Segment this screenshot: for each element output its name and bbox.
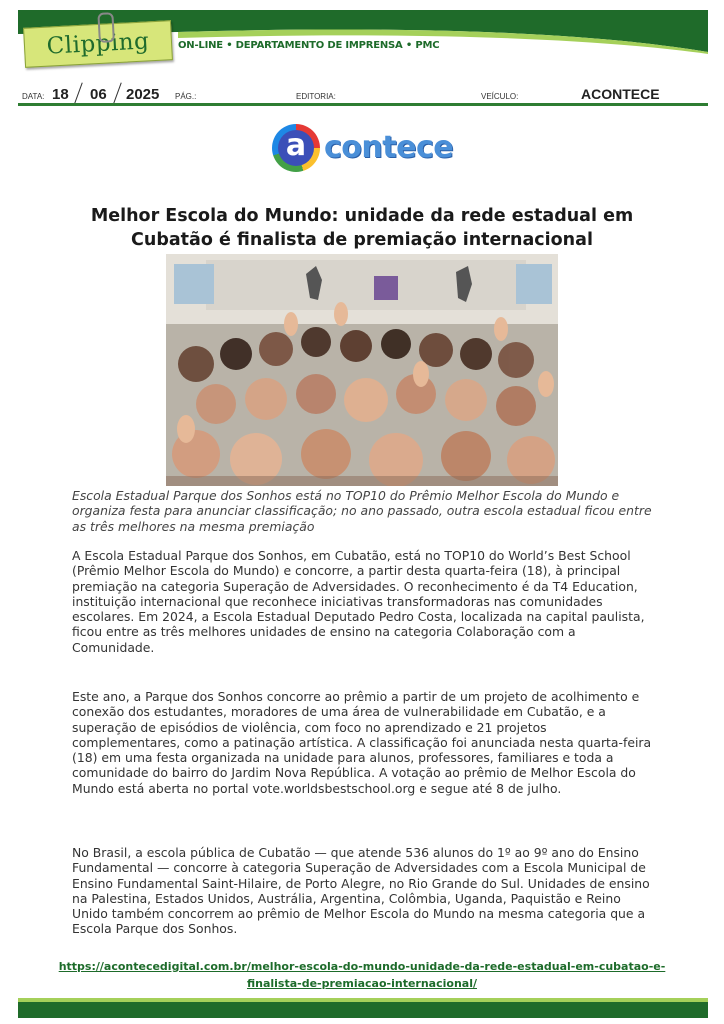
source-link-line-2[interactable]: finalista-de-premiacao-internacional/ (246, 977, 477, 990)
clipping-tag (23, 20, 173, 68)
article-paragraph-3: No Brasil, a escola pública de Cubatão — que atende 536 alunos do 1º ao 9º ano do Ensino Fundamental — concorre à categoria Superação de Adversidades com a Escola Municipal de Ensino Fundamental Saint-Hilaire, de Porto Alegre, no Rio Grande do Sul. Unidades de ensino na Palestina, Estados Unidos, Austrália, Argentina, Colômbia, Uganda, Paquistão e Reino Unido também concorrem ao prêmio de Melhor Escola do Mundo na mesma categoria que a Escola Parque dos Sonhos. (72, 845, 650, 937)
source-link-line-1[interactable]: https://acontecedigital.com.br/melhor-escola-do-mundo-unidade-da-rede-estadual-em-cubatao-e- (58, 960, 666, 973)
meta-divider (18, 103, 708, 106)
footer-band (18, 998, 708, 1018)
header-subtitle: ON-LINE • DEPARTAMENTO DE IMPRENSA • PMC (178, 40, 440, 51)
date-year: 2025 (126, 86, 160, 103)
article-photo (166, 254, 558, 486)
article-paragraph-2: Este ano, a Parque dos Sonhos concorre ao prêmio a partir de um projeto de acolhimento e conexão dos estudantes, moradores de uma área de vulnerabilidade em Cubatão, e a superação de episódios de violência, com foco no aprendizado e 21 projetos complementares, como a patinação artística. A classificação foi anunciada nesta quarta-feira (18) em uma festa organizada na unidade para alunos, professores, familiares e toda a comunidade do bairro do Jardim Nova República. A votação ao prêmio de Melhor Escola do Mundo está aberta no portal vote.worldsbestschool.org e segue até 8 de julho. (72, 689, 652, 796)
clipping-label: Clipping (46, 28, 150, 60)
page-label: PÁG.: (175, 92, 197, 101)
acontece-logo (272, 124, 456, 174)
logo-word: contece (324, 130, 454, 165)
date-day: 18 (52, 86, 69, 103)
footer-stripe (18, 998, 708, 1018)
headline-line-1: Melhor Escola do Mundo: unidade da rede estadual em (90, 206, 634, 226)
veiculo-value: ACONTECE (581, 86, 660, 102)
photo-caption: Escola Estadual Parque dos Sonhos está no TOP10 do Prêmio Melhor Escola do Mundo e organiza festa para anunciar classificação; no ano passado, outra escola estadual ficou entre as três melhores na mesma premiação (72, 488, 652, 534)
paperclip-icon (97, 12, 115, 43)
source-link[interactable] (36, 958, 688, 992)
date-separator (74, 82, 82, 103)
date-month: 06 (90, 86, 107, 103)
crowd-photo-illustration (166, 254, 558, 486)
headline-line-2: Cubatão é finalista de premiação internacional (131, 230, 593, 250)
data-label: DATA: (22, 92, 45, 101)
article-headline (60, 204, 664, 252)
veiculo-label: VEÍCULO: (481, 92, 519, 101)
editoria-label: EDITORIA: (296, 92, 336, 101)
date-separator (113, 82, 121, 103)
logo-letter: a (278, 130, 314, 166)
article-paragraph-1: A Escola Estadual Parque dos Sonhos, em Cubatão, está no TOP10 do World’s Best School (Prêmio Melhor Escola do Mundo) e concorre, a partir desta quarta-feira (18), à principal premiação na categoria Superação de Adversidades. O reconhecimento é da T4 Education, instituição internacional que reconhece iniciativas transformadoras nas comunidades escolares. Em 2024, a Escola Estadual Deputado Pedro Costa, localizada na capital paulista, ficou entre as três melhores unidades de ensino na categoria Colaboração com a Comunidade. (72, 548, 645, 655)
